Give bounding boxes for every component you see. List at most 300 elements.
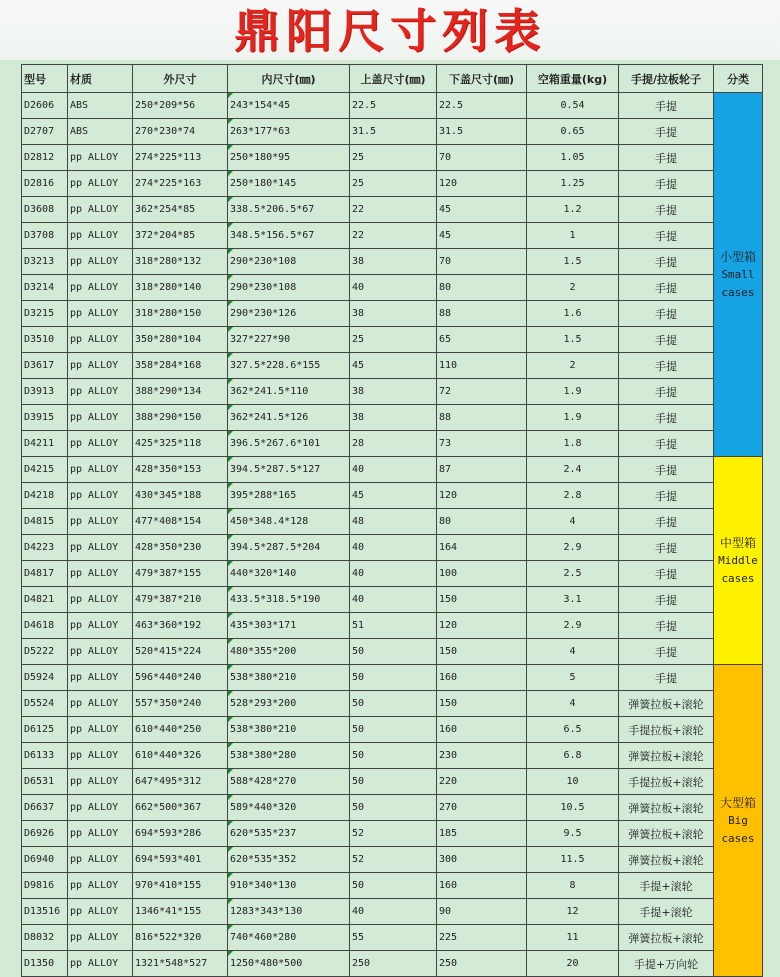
cell-model: D3214	[22, 275, 68, 301]
cell-base-size: 120	[437, 171, 527, 197]
cell-lid-size: 25	[350, 145, 437, 171]
cell-model: D5924	[22, 665, 68, 691]
cell-material: pp ALLOY	[68, 925, 133, 951]
table-row	[22, 119, 763, 145]
cell-lid-size: 45	[350, 483, 437, 509]
cell-outer-size: 250*209*56	[133, 93, 228, 119]
cell-outer-size: 694*593*401	[133, 847, 228, 873]
cell-handle-wheels: 手提+万向轮	[619, 951, 714, 977]
table-row	[22, 301, 763, 327]
cell-inner-size: 250*180*145	[228, 171, 350, 197]
table-row	[22, 951, 763, 977]
cell-handle-wheels: 手提	[619, 561, 714, 587]
cell-model: D9816	[22, 873, 68, 899]
cell-empty-weight: 9.5	[527, 821, 619, 847]
cell-inner-size: 394.5*287.5*127	[228, 457, 350, 483]
cell-lid-size: 50	[350, 639, 437, 665]
cell-empty-weight: 6.8	[527, 743, 619, 769]
cell-lid-size: 31.5	[350, 119, 437, 145]
cell-base-size: 220	[437, 769, 527, 795]
cell-base-size: 87	[437, 457, 527, 483]
cell-outer-size: 596*440*240	[133, 665, 228, 691]
cell-model: D4815	[22, 509, 68, 535]
cell-material: pp ALLOY	[68, 301, 133, 327]
cell-lid-size: 40	[350, 535, 437, 561]
cell-base-size: 80	[437, 275, 527, 301]
cell-material: pp ALLOY	[68, 353, 133, 379]
cell-base-size: 225	[437, 925, 527, 951]
cell-inner-size: 250*180*95	[228, 145, 350, 171]
table-row	[22, 93, 763, 119]
cell-inner-size: 290*230*126	[228, 301, 350, 327]
cell-material: pp ALLOY	[68, 873, 133, 899]
cell-handle-wheels: 弹簧拉板+滚轮	[619, 691, 714, 717]
cell-inner-size: 396.5*267.6*101	[228, 431, 350, 457]
cell-outer-size: 477*408*154	[133, 509, 228, 535]
cell-material: pp ALLOY	[68, 535, 133, 561]
cell-lid-size: 38	[350, 405, 437, 431]
cell-inner-size: 910*340*130	[228, 873, 350, 899]
cell-base-size: 70	[437, 145, 527, 171]
cell-handle-wheels: 弹簧拉板+滚轮	[619, 821, 714, 847]
cell-material: pp ALLOY	[68, 951, 133, 977]
cell-outer-size: 1346*41*155	[133, 899, 228, 925]
cell-base-size: 230	[437, 743, 527, 769]
cell-material: ABS	[68, 119, 133, 145]
cell-handle-wheels: 手提	[619, 353, 714, 379]
cell-model: D6133	[22, 743, 68, 769]
cell-lid-size: 55	[350, 925, 437, 951]
cell-base-size: 250	[437, 951, 527, 977]
cell-model: D3708	[22, 223, 68, 249]
cell-empty-weight: 3.1	[527, 587, 619, 613]
cell-model: D1350	[22, 951, 68, 977]
cell-handle-wheels: 手提	[619, 301, 714, 327]
cell-handle-wheels: 手提	[619, 327, 714, 353]
cell-handle-wheels: 手提	[619, 197, 714, 223]
cell-inner-size: 290*230*108	[228, 275, 350, 301]
table-row	[22, 379, 763, 405]
table-row	[22, 717, 763, 743]
cell-material: pp ALLOY	[68, 587, 133, 613]
cell-lid-size: 22	[350, 223, 437, 249]
table-row	[22, 249, 763, 275]
cell-base-size: 72	[437, 379, 527, 405]
cell-material: pp ALLOY	[68, 847, 133, 873]
cell-handle-wheels: 手提	[619, 483, 714, 509]
cell-material: pp ALLOY	[68, 379, 133, 405]
cell-material: pp ALLOY	[68, 561, 133, 587]
table-row	[22, 145, 763, 171]
cell-outer-size: 520*415*224	[133, 639, 228, 665]
cell-lid-size: 40	[350, 899, 437, 925]
header-inner-size: 内尺寸(㎜)	[228, 65, 350, 93]
cell-inner-size: 327*227*90	[228, 327, 350, 353]
cell-inner-size: 290*230*108	[228, 249, 350, 275]
table-header-row	[22, 65, 763, 93]
cell-handle-wheels: 手提	[619, 275, 714, 301]
cell-inner-size: 480*355*200	[228, 639, 350, 665]
cell-outer-size: 428*350*153	[133, 457, 228, 483]
cell-empty-weight: 6.5	[527, 717, 619, 743]
cell-outer-size: 318*280*132	[133, 249, 228, 275]
table-row	[22, 171, 763, 197]
cell-empty-weight: 0.54	[527, 93, 619, 119]
cell-empty-weight: 1.9	[527, 379, 619, 405]
cell-handle-wheels: 手提	[619, 145, 714, 171]
cell-inner-size: 435*303*171	[228, 613, 350, 639]
cell-material: pp ALLOY	[68, 899, 133, 925]
cell-material: pp ALLOY	[68, 249, 133, 275]
cell-model: D13516	[22, 899, 68, 925]
cell-model: D4223	[22, 535, 68, 561]
table-row	[22, 587, 763, 613]
cell-handle-wheels: 手提	[619, 379, 714, 405]
table-row	[22, 405, 763, 431]
cell-outer-size: 388*290*150	[133, 405, 228, 431]
cell-lid-size: 250	[350, 951, 437, 977]
cell-handle-wheels: 手提	[619, 171, 714, 197]
cell-lid-size: 52	[350, 821, 437, 847]
category-en-label: Middle	[718, 553, 758, 567]
cell-model: D3215	[22, 301, 68, 327]
cell-outer-size: 388*290*134	[133, 379, 228, 405]
cell-material: pp ALLOY	[68, 795, 133, 821]
table-row	[22, 639, 763, 665]
cell-lid-size: 52	[350, 847, 437, 873]
cell-material: pp ALLOY	[68, 431, 133, 457]
cell-inner-size: 588*428*270	[228, 769, 350, 795]
cell-empty-weight: 1.9	[527, 405, 619, 431]
cell-material: pp ALLOY	[68, 483, 133, 509]
cell-base-size: 22.5	[437, 93, 527, 119]
cell-base-size: 70	[437, 249, 527, 275]
cell-inner-size: 740*460*280	[228, 925, 350, 951]
cell-empty-weight: 5	[527, 665, 619, 691]
cell-base-size: 300	[437, 847, 527, 873]
cell-lid-size: 40	[350, 275, 437, 301]
cell-model: D3915	[22, 405, 68, 431]
table-row	[22, 223, 763, 249]
cell-empty-weight: 2.9	[527, 535, 619, 561]
cell-outer-size: 358*284*168	[133, 353, 228, 379]
cell-inner-size: 538*380*210	[228, 665, 350, 691]
table-row	[22, 769, 763, 795]
table-row	[22, 353, 763, 379]
cell-outer-size: 372*204*85	[133, 223, 228, 249]
cell-inner-size: 394.5*287.5*204	[228, 535, 350, 561]
cell-material: pp ALLOY	[68, 197, 133, 223]
category-cell	[714, 93, 763, 457]
table-row	[22, 847, 763, 873]
cell-empty-weight: 4	[527, 509, 619, 535]
cell-inner-size: 338.5*206.5*67	[228, 197, 350, 223]
cell-inner-size: 620*535*237	[228, 821, 350, 847]
cell-inner-size: 348.5*156.5*67	[228, 223, 350, 249]
cell-model: D6940	[22, 847, 68, 873]
cell-base-size: 160	[437, 665, 527, 691]
cell-model: D4618	[22, 613, 68, 639]
cell-outer-size: 816*522*320	[133, 925, 228, 951]
cell-inner-size: 440*320*140	[228, 561, 350, 587]
cell-material: pp ALLOY	[68, 743, 133, 769]
category-en-label: Small	[721, 267, 755, 281]
cell-outer-size: 350*280*104	[133, 327, 228, 353]
cell-handle-wheels: 手提	[619, 457, 714, 483]
cell-handle-wheels: 手提	[619, 613, 714, 639]
cell-base-size: 45	[437, 223, 527, 249]
cell-handle-wheels: 手提	[619, 639, 714, 665]
header-handle-wheels: 手提/拉板轮子	[619, 65, 714, 93]
cell-material: pp ALLOY	[68, 613, 133, 639]
cell-lid-size: 50	[350, 873, 437, 899]
table-row	[22, 561, 763, 587]
cell-inner-size: 263*177*63	[228, 119, 350, 145]
cell-handle-wheels: 手提	[619, 587, 714, 613]
cell-handle-wheels: 手提	[619, 249, 714, 275]
table-row	[22, 899, 763, 925]
cell-outer-size: 463*360*192	[133, 613, 228, 639]
cell-inner-size: 1283*343*130	[228, 899, 350, 925]
cell-handle-wheels: 手提	[619, 93, 714, 119]
cell-empty-weight: 2.9	[527, 613, 619, 639]
cell-empty-weight: 2.4	[527, 457, 619, 483]
cell-empty-weight: 10.5	[527, 795, 619, 821]
cell-empty-weight: 4	[527, 639, 619, 665]
cell-outer-size: 430*345*188	[133, 483, 228, 509]
cell-outer-size: 662*500*367	[133, 795, 228, 821]
table-row	[22, 795, 763, 821]
size-table	[21, 64, 763, 977]
cell-base-size: 160	[437, 873, 527, 899]
cell-base-size: 150	[437, 691, 527, 717]
cell-empty-weight: 2	[527, 353, 619, 379]
cell-lid-size: 22	[350, 197, 437, 223]
cell-model: D3913	[22, 379, 68, 405]
cell-empty-weight: 1.6	[527, 301, 619, 327]
cell-base-size: 160	[437, 717, 527, 743]
table-row	[22, 821, 763, 847]
cell-material: pp ALLOY	[68, 457, 133, 483]
table-row	[22, 691, 763, 717]
cell-handle-wheels: 手提	[619, 535, 714, 561]
category-en-label: cases	[721, 831, 755, 845]
cell-inner-size: 538*380*280	[228, 743, 350, 769]
table-row	[22, 925, 763, 951]
cell-base-size: 88	[437, 301, 527, 327]
cell-model: D6531	[22, 769, 68, 795]
cell-lid-size: 50	[350, 665, 437, 691]
cell-inner-size: 327.5*228.6*155	[228, 353, 350, 379]
table-row	[22, 743, 763, 769]
cell-empty-weight: 20	[527, 951, 619, 977]
cell-empty-weight: 1.2	[527, 197, 619, 223]
cell-model: D3510	[22, 327, 68, 353]
cell-material: pp ALLOY	[68, 171, 133, 197]
category-en-label: cases	[721, 571, 755, 585]
cell-model: D4218	[22, 483, 68, 509]
cell-outer-size: 694*593*286	[133, 821, 228, 847]
cell-base-size: 185	[437, 821, 527, 847]
cell-model: D6926	[22, 821, 68, 847]
cell-model: D2812	[22, 145, 68, 171]
cell-empty-weight: 8	[527, 873, 619, 899]
cell-lid-size: 50	[350, 691, 437, 717]
cell-material: pp ALLOY	[68, 509, 133, 535]
cell-outer-size: 274*225*163	[133, 171, 228, 197]
cell-material: pp ALLOY	[68, 821, 133, 847]
cell-empty-weight: 11.5	[527, 847, 619, 873]
cell-handle-wheels: 手提+滚轮	[619, 899, 714, 925]
cell-inner-size: 538*380*210	[228, 717, 350, 743]
cell-outer-size: 318*280*150	[133, 301, 228, 327]
cell-inner-size: 433.5*318.5*190	[228, 587, 350, 613]
cell-lid-size: 45	[350, 353, 437, 379]
cell-lid-size: 38	[350, 301, 437, 327]
cell-model: D6125	[22, 717, 68, 743]
cell-empty-weight: 2.8	[527, 483, 619, 509]
cell-outer-size: 479*387*155	[133, 561, 228, 587]
cell-outer-size: 479*387*210	[133, 587, 228, 613]
cell-handle-wheels: 手提	[619, 119, 714, 145]
cell-inner-size: 528*293*200	[228, 691, 350, 717]
cell-lid-size: 50	[350, 795, 437, 821]
cell-lid-size: 48	[350, 509, 437, 535]
cell-model: D3608	[22, 197, 68, 223]
page-title: 鼎阳尺寸列表	[234, 4, 546, 58]
cell-inner-size: 589*440*320	[228, 795, 350, 821]
cell-handle-wheels: 手提拉板+滚轮	[619, 717, 714, 743]
cell-empty-weight: 1.25	[527, 171, 619, 197]
cell-outer-size: 425*325*118	[133, 431, 228, 457]
cell-outer-size: 362*254*85	[133, 197, 228, 223]
cell-material: pp ALLOY	[68, 275, 133, 301]
cell-model: D8032	[22, 925, 68, 951]
cell-material: pp ALLOY	[68, 223, 133, 249]
cell-empty-weight: 1.5	[527, 249, 619, 275]
cell-base-size: 45	[437, 197, 527, 223]
header-base-size: 下盖尺寸(㎜)	[437, 65, 527, 93]
table-row	[22, 197, 763, 223]
cell-empty-weight: 1	[527, 223, 619, 249]
cell-handle-wheels: 手提拉板+滚轮	[619, 769, 714, 795]
cell-inner-size: 620*535*352	[228, 847, 350, 873]
table-row	[22, 327, 763, 353]
header-category: 分类	[714, 65, 763, 93]
cell-base-size: 73	[437, 431, 527, 457]
table-row	[22, 431, 763, 457]
cell-empty-weight: 1.8	[527, 431, 619, 457]
cell-model: D4817	[22, 561, 68, 587]
cell-inner-size: 450*348.4*128	[228, 509, 350, 535]
cell-base-size: 31.5	[437, 119, 527, 145]
header-model: 型号	[22, 65, 68, 93]
cell-handle-wheels: 手提	[619, 665, 714, 691]
cell-empty-weight: 4	[527, 691, 619, 717]
cell-base-size: 164	[437, 535, 527, 561]
table-row	[22, 665, 763, 691]
cell-material: pp ALLOY	[68, 405, 133, 431]
cell-lid-size: 50	[350, 717, 437, 743]
cell-outer-size: 610*440*250	[133, 717, 228, 743]
table-body	[22, 93, 763, 977]
header-lid-size: 上盖尺寸(㎜)	[350, 65, 437, 93]
category-en-label: Big	[728, 813, 748, 827]
cell-base-size: 120	[437, 483, 527, 509]
cell-model: D2816	[22, 171, 68, 197]
category-cn-label: 中型箱	[719, 535, 756, 550]
category-cn-label: 小型箱	[719, 249, 756, 264]
cell-empty-weight: 1.5	[527, 327, 619, 353]
cell-model: D5222	[22, 639, 68, 665]
cell-outer-size: 318*280*140	[133, 275, 228, 301]
cell-handle-wheels: 弹簧拉板+滚轮	[619, 847, 714, 873]
cell-lid-size: 25	[350, 171, 437, 197]
category-cell	[714, 457, 763, 665]
cell-empty-weight: 11	[527, 925, 619, 951]
table-row	[22, 457, 763, 483]
header-outer-size: 外尺寸	[133, 65, 228, 93]
cell-base-size: 100	[437, 561, 527, 587]
cell-lid-size: 22.5	[350, 93, 437, 119]
cell-base-size: 120	[437, 613, 527, 639]
cell-handle-wheels: 手提	[619, 223, 714, 249]
cell-outer-size: 557*350*240	[133, 691, 228, 717]
cell-outer-size: 610*440*326	[133, 743, 228, 769]
cell-outer-size: 647*495*312	[133, 769, 228, 795]
table-row	[22, 613, 763, 639]
cell-handle-wheels: 手提	[619, 405, 714, 431]
cell-outer-size: 970*410*155	[133, 873, 228, 899]
cell-model: D4211	[22, 431, 68, 457]
cell-material: pp ALLOY	[68, 769, 133, 795]
cell-outer-size: 274*225*113	[133, 145, 228, 171]
cell-empty-weight: 1.05	[527, 145, 619, 171]
category-cn-label: 大型箱	[719, 795, 756, 810]
cell-material: pp ALLOY	[68, 717, 133, 743]
cell-inner-size: 395*288*165	[228, 483, 350, 509]
cell-lid-size: 40	[350, 561, 437, 587]
cell-material: pp ALLOY	[68, 145, 133, 171]
cell-base-size: 80	[437, 509, 527, 535]
cell-lid-size: 50	[350, 769, 437, 795]
cell-lid-size: 51	[350, 613, 437, 639]
cell-material: ABS	[68, 93, 133, 119]
cell-inner-size: 362*241.5*126	[228, 405, 350, 431]
cell-material: pp ALLOY	[68, 327, 133, 353]
cell-base-size: 150	[437, 639, 527, 665]
cell-base-size: 88	[437, 405, 527, 431]
cell-inner-size: 1250*480*500	[228, 951, 350, 977]
table-row	[22, 873, 763, 899]
cell-empty-weight: 0.65	[527, 119, 619, 145]
cell-base-size: 90	[437, 899, 527, 925]
cell-lid-size: 38	[350, 249, 437, 275]
cell-lid-size: 25	[350, 327, 437, 353]
cell-lid-size: 28	[350, 431, 437, 457]
cell-handle-wheels: 手提	[619, 509, 714, 535]
cell-base-size: 150	[437, 587, 527, 613]
cell-empty-weight: 10	[527, 769, 619, 795]
cell-material: pp ALLOY	[68, 691, 133, 717]
cell-outer-size: 1321*548*527	[133, 951, 228, 977]
header-material: 材质	[68, 65, 133, 93]
cell-lid-size: 40	[350, 457, 437, 483]
cell-handle-wheels: 弹簧拉板+滚轮	[619, 795, 714, 821]
category-en-label: cases	[721, 285, 755, 299]
table-row	[22, 483, 763, 509]
table-row	[22, 509, 763, 535]
